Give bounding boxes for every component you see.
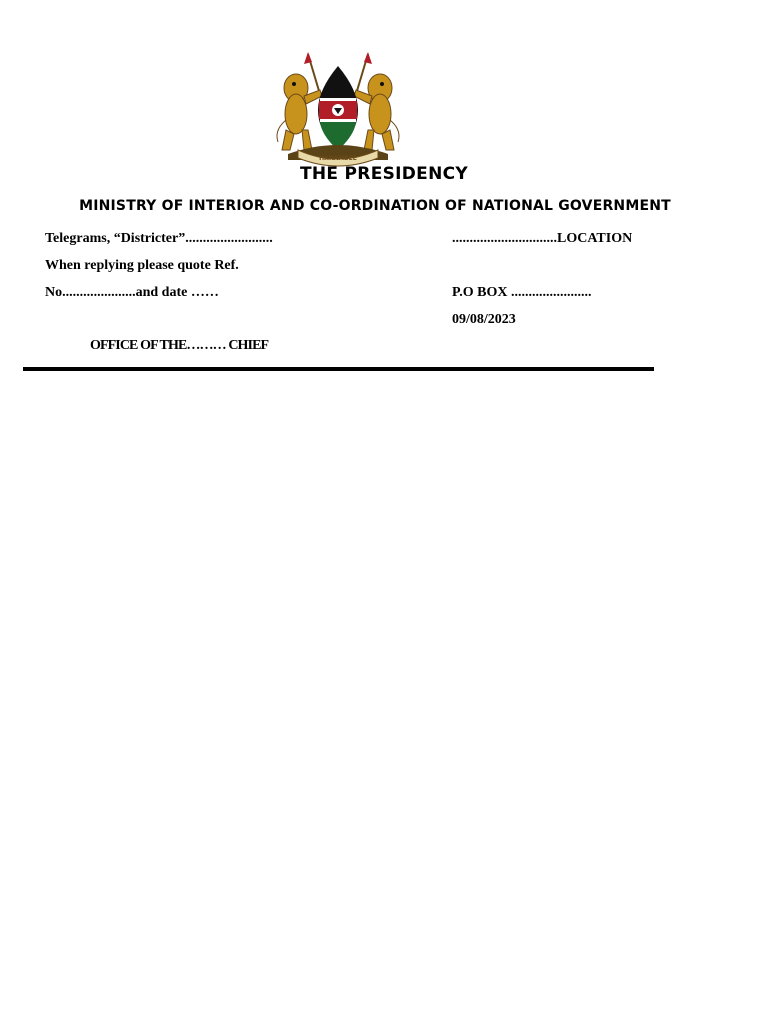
office-heading: OFFICE OF THE……… CHIEF — [90, 338, 269, 353]
page-title: THE PRESIDENCY — [299, 164, 469, 184]
letter-date: 09/08/2023 — [452, 312, 516, 327]
coat-of-arms-emblem — [274, 50, 402, 168]
motto-text: HARAMBEE — [319, 155, 357, 162]
reference-number-line: No.....................and date …… — [45, 285, 219, 300]
reply-reference-line: When replying please quote Ref. — [45, 258, 239, 273]
header-divider — [23, 367, 654, 371]
po-box-line: P.O BOX ....................... — [452, 285, 592, 300]
ministry-heading: MINISTRY OF INTERIOR AND CO-ORDINATION OF NATIONAL GOVERNMENT — [79, 198, 671, 214]
location-line: ..............................LOCATION — [452, 231, 633, 246]
telegrams-line: Telegrams, “Districter”......................... — [45, 231, 273, 246]
